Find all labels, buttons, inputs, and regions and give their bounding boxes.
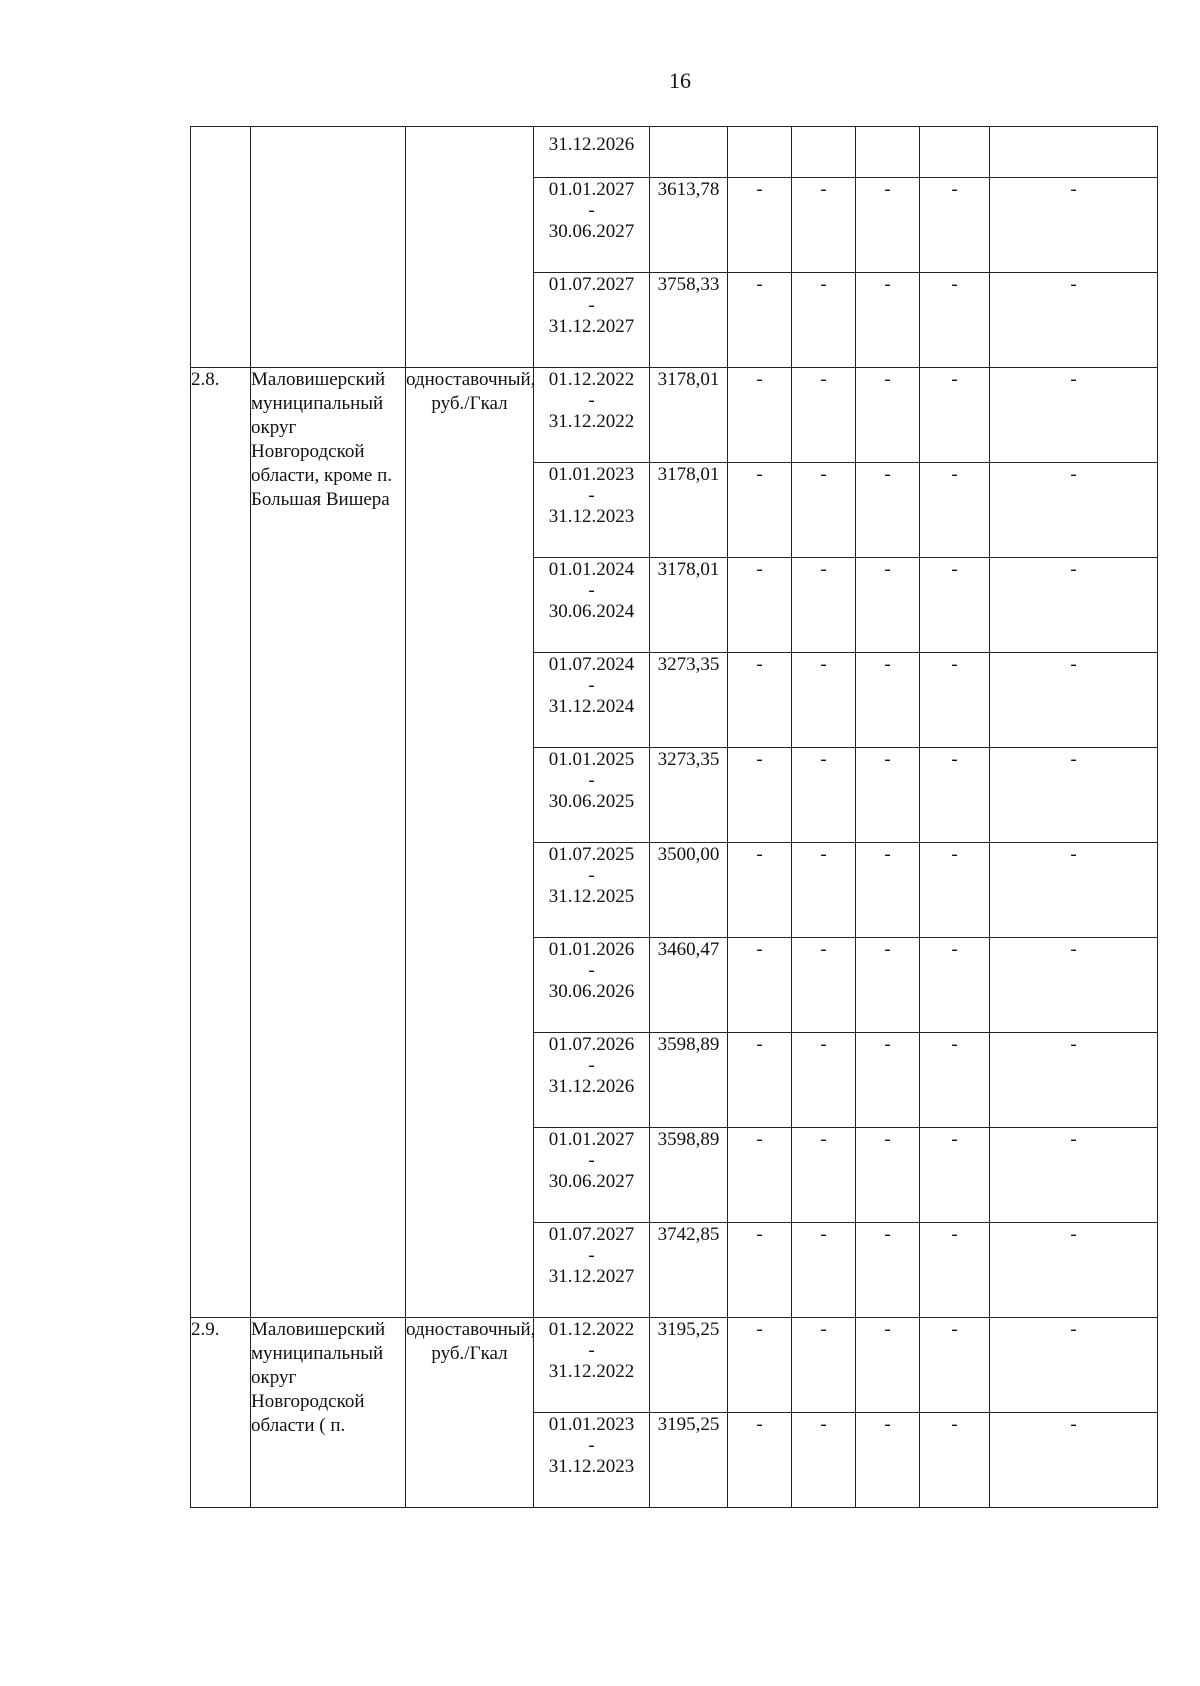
empty-value-cell: - [792,748,856,843]
empty-value-cell: - [792,178,856,273]
empty-value-cell: - [990,653,1158,748]
period-start: 01.01.2027 [548,179,635,200]
empty-value-cell: - [990,178,1158,273]
empty-value-cell: - [728,463,792,558]
empty-value-cell [990,127,1158,178]
period-end: 31.12.2022 [548,1361,635,1382]
municipality-name [251,127,406,368]
period-start: 01.01.2026 [548,939,635,960]
period-end: 31.12.2022 [548,411,635,432]
period-start: 01.07.2024 [548,654,635,675]
empty-value-cell: - [728,1033,792,1128]
period-cell [534,1128,650,1223]
tariff-value: 3598,89 [650,1033,728,1128]
item-number [191,127,251,368]
tariff-value: 3598,89 [650,1128,728,1223]
period-start: 01.07.2025 [548,844,635,865]
empty-value-cell: - [728,748,792,843]
empty-value-cell: - [728,558,792,653]
tariff-value: 3178,01 [650,558,728,653]
empty-value-cell: - [856,748,920,843]
empty-value-cell: - [856,368,920,463]
period-start: 01.07.2027 [548,274,635,295]
tariff-kind: одноставочный, руб./Гкал [406,368,534,1318]
period-separator: - [588,1340,595,1361]
period-separator: - [588,675,595,696]
empty-value-cell: - [728,938,792,1033]
period-separator: - [588,770,595,791]
empty-value-cell: - [920,1033,990,1128]
period-end: 30.06.2026 [548,981,635,1002]
period-cell [534,1318,650,1413]
empty-value-cell [728,127,792,178]
period-cell [534,1033,650,1128]
empty-value-cell: - [856,178,920,273]
period-end: 30.06.2027 [548,1171,635,1192]
period-end: 31.12.2024 [548,696,635,717]
period-end: 31.12.2025 [548,886,635,907]
empty-value-cell: - [728,1413,792,1508]
period-start: 01.01.2027 [548,1129,635,1150]
empty-value-cell: - [856,1223,920,1318]
empty-value-cell: - [920,273,990,368]
tariff-value: 3613,78 [650,178,728,273]
tariff-value: 3273,35 [650,748,728,843]
period-separator: - [588,485,595,506]
period-cell [534,178,650,273]
empty-value-cell: - [792,558,856,653]
period-end: 31.12.2026 [548,1076,635,1097]
period-separator: - [588,1245,595,1266]
period-separator: - [588,865,595,886]
empty-value-cell: - [792,653,856,748]
empty-value-cell: - [920,1128,990,1223]
empty-value-cell: - [990,1413,1158,1508]
period-separator: - [588,1150,595,1171]
empty-value-cell: - [856,273,920,368]
tariff-value: 3195,25 [650,1413,728,1508]
empty-value-cell: - [990,1033,1158,1128]
empty-value-cell: - [792,1223,856,1318]
period-end: 31.12.2027 [548,316,635,337]
period-end: 30.06.2025 [548,791,635,812]
period-separator: - [588,200,595,221]
empty-value-cell: - [792,368,856,463]
empty-value-cell: - [990,273,1158,368]
municipality-name: Маловишерский муниципальный округ Новгородской области ( п. [251,1318,406,1508]
empty-value-cell: - [728,1223,792,1318]
empty-value-cell: - [990,843,1158,938]
municipality-name: Маловишерский муниципальный округ Новгородской области, кроме п. Большая Вишера [251,368,406,1318]
period-cell [534,463,650,558]
period-start: 01.12.2022 [548,369,635,390]
empty-value-cell: - [920,1413,990,1508]
empty-value-cell: - [856,463,920,558]
empty-value-cell: - [856,558,920,653]
empty-value-cell: - [792,1033,856,1128]
period-start: 01.01.2023 [548,1414,635,1435]
period-cell [534,368,650,463]
empty-value-cell: - [990,1318,1158,1413]
empty-value-cell: - [856,843,920,938]
empty-value-cell: - [728,1318,792,1413]
period-cell [534,843,650,938]
empty-value-cell: - [920,178,990,273]
empty-value-cell: - [728,653,792,748]
table-row [191,1318,1158,1413]
tariff-value [650,127,728,178]
table-row [191,127,1158,178]
page-number: 16 [669,68,691,93]
period-cell [534,1223,650,1318]
period-cell [534,127,650,178]
tariff-table [190,126,1158,1508]
tariff-value: 3742,85 [650,1223,728,1318]
empty-value-cell: - [728,273,792,368]
period-separator: - [588,960,595,981]
period-separator: - [588,580,595,601]
tariff-value: 3758,33 [650,273,728,368]
tariff-value: 3178,01 [650,463,728,558]
period-end: 30.06.2027 [548,221,635,242]
empty-value-cell: - [920,1223,990,1318]
empty-value-cell: - [792,273,856,368]
empty-value-cell: - [792,463,856,558]
tariff-kind: одноставочный, руб./Гкал [406,1318,534,1508]
empty-value-cell: - [920,938,990,1033]
empty-value-cell: - [856,1413,920,1508]
empty-value-cell: - [990,1223,1158,1318]
period-separator: - [588,1435,595,1456]
empty-value-cell: - [728,368,792,463]
tariff-table-body [191,127,1158,1508]
empty-value-cell: - [920,368,990,463]
period-cell [534,938,650,1033]
empty-value-cell: - [990,463,1158,558]
empty-value-cell: - [920,843,990,938]
period-end: 31.12.2023 [548,1456,635,1477]
empty-value-cell: - [990,558,1158,653]
empty-value-cell: - [792,843,856,938]
period-end: 31.12.2023 [548,506,635,527]
empty-value-cell [920,127,990,178]
empty-value-cell: - [792,1318,856,1413]
tariff-value: 3178,01 [650,368,728,463]
period-start: 01.07.2027 [548,1224,635,1245]
period-start: 01.12.2022 [548,1319,635,1340]
item-number: 2.8. [191,368,251,1318]
empty-value-cell: - [856,938,920,1033]
tariff-kind [406,127,534,368]
empty-value-cell: - [990,368,1158,463]
empty-value-cell [792,127,856,178]
period-start: 01.01.2023 [548,464,635,485]
empty-value-cell: - [920,463,990,558]
empty-value-cell: - [920,748,990,843]
empty-value-cell: - [728,178,792,273]
tariff-value: 3195,25 [650,1318,728,1413]
table-row [191,368,1158,463]
period-cell [534,653,650,748]
empty-value-cell: - [920,653,990,748]
period-start: 01.01.2025 [548,749,635,770]
empty-value-cell: - [792,1413,856,1508]
item-number: 2.9. [191,1318,251,1508]
period-start: 01.07.2026 [548,1034,635,1055]
period-cell [534,558,650,653]
empty-value-cell: - [728,843,792,938]
period-end: 30.06.2024 [548,601,635,622]
empty-value-cell: - [728,1128,792,1223]
empty-value-cell: - [920,558,990,653]
period-separator: - [588,390,595,411]
empty-value-cell: - [990,748,1158,843]
period-cell [534,273,650,368]
period-start: 31.12.2026 [548,134,635,155]
tariff-value: 3273,35 [650,653,728,748]
period-cell [534,1413,650,1508]
empty-value-cell [856,127,920,178]
period-start: 01.01.2024 [548,559,635,580]
empty-value-cell: - [856,1033,920,1128]
empty-value-cell: - [856,653,920,748]
empty-value-cell: - [792,1128,856,1223]
empty-value-cell: - [990,1128,1158,1223]
empty-value-cell: - [990,938,1158,1033]
tariff-value: 3500,00 [650,843,728,938]
period-separator: - [588,295,595,316]
tariff-value: 3460,47 [650,938,728,1033]
empty-value-cell: - [920,1318,990,1413]
period-cell [534,748,650,843]
empty-value-cell: - [856,1128,920,1223]
period-separator: - [588,1055,595,1076]
period-end: 31.12.2027 [548,1266,635,1287]
empty-value-cell: - [792,938,856,1033]
empty-value-cell: - [856,1318,920,1413]
